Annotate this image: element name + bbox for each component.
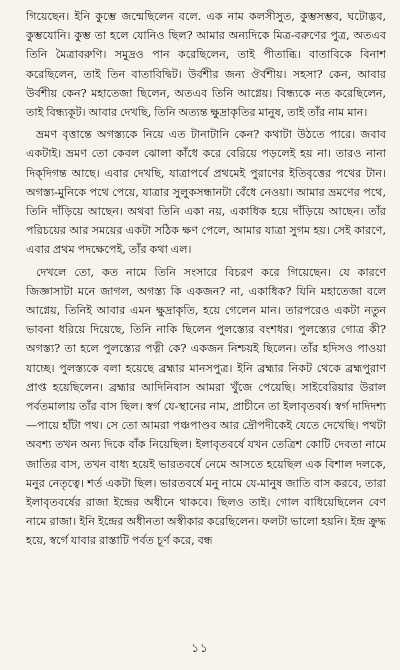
- body-text: [26, 7, 386, 551]
- paragraph-2: ভ্রমণ বৃত্তান্তে অগস্ত্যকে নিয়ে এত টানাটানি কেন? কথাটা উঠতে পারে। জবাব একটাই। ভ্রমণ তো কেবল ঝোলা কাঁধে করে বেরিয়ে পড়লেই হয় না। তারও নানা দিক্‌দিগন্ত আছে। এবার দেখছি, যাত্রাপর্বে প্রথমেই পুরাণের ইতিবৃত্তের পথের টান। অগস্ত্য-মুনিকে পথে পেয়ে, যাত্রার সুলুকসন্ধানটা বেঁধে নেওয়া। আমার ভ্রমণের পথে, তিনি দাঁড়িয়ে আছেন। অথবা তিনি একা নয়, একাধিক হয়ে দাঁড়িয়ে আছেন। তাঁর পরিচয়ের আর সময়ের একটা সঠিক ক্ষণ পেলে, আমার যাত্রা সুগম হয়। সেই কারণে, এবার প্রথম পদক্ষেপেই, তাঁর কথা এল।: [26, 128, 386, 257]
- paragraph-1: গিয়েছেন। ইনি কুম্ভে জন্মেছিলেন বলে. এক নাম কলসীসুত, কুম্ভসম্ভব, ঘটোদ্ভব, কুম্ভযোনি। কুম্ভ তা হলে যোনিও ছিল? আমার অন্যদিকে মিত্র-বরুণের পুত্র, অতএব তিনি মৈত্রাবরুণি। সমুদ্রও পান করেছিলেন, তাই পীতাব্ধি। বাতাবিকে বিনাশ করেছিলেন, তাই তিন বাতাবিদ্বিট। উর্বশীর জন্য ঔর্বশীয়। সহসা? কেন, আবার উর্বশীয় কেন? মহাতেজা ছিলেন, অতএব তিনি আগ্নেয়। বিন্ধ্যকে নত করেছিলেন, তাই বিন্ধ্যকূট। আবার দেখছি, তিনি অত্যন্ত ক্ষুদ্রাকৃতির মানুষ, তাই তাঁর নাম মান।: [26, 10, 386, 120]
- paragraph-3: দেখলে তো, কত নামে তিনি সংসারে বিচরণ করে গিয়েছেন। যে কারণে জিজ্ঞাসাটা মনে জাগল, অগস্ত্য কি একজন? না, একাধিক? যিনি মহাতেজা বলে আগ্নেয়, তিনিই আবার এমন ক্ষুদ্রাকৃতি, হয়ে গেলেন মান। তারপরেও একটা নতুন ভাবনা ধরিয়ে দিয়েছে, তিনি নাকি ছিলেন পুলস্ত্যের বংশধর। পুলস্ত্যের গোত্র কী? অগস্ত্য? তা হলে পুলস্ত্যের পত্নী কে? একজন নিশ্চয়ই ছিলেন। তাঁর হদিসও পাওয়া যাচ্ছে। পুলস্ত্যকে বলা হয়েছে ব্রহ্মার মানসপুত্র। ইনি ব্রহ্মার নিকট থেকে ব্রহ্মপুরাণ প্রাপ্ত হয়েছিলেন। ব্রহ্মার আদিনিবাস আমরা খুঁজে পেয়েছি। সাইবেরিয়ার উরাল পর্বতমালায় তাঁর বাস ছিল। স্বর্গ যে-স্থানের নাম, প্রাচীনে তা ইলাবৃতবর্ষ। স্বর্গ দাদিদশ্য—পায়ে হাঁটা পথ। সে তো আমরা পঞ্চপাণ্ডব আর দ্রৌপদীকেই যেতে দেখেছি। পথটা অবশ্য তখন অন্য দিকে বাঁক নিয়েছিল। ইলাবৃতবর্ষে যখন তেত্রিশ কোটি দেবতা নামে জাতির বাস, তখন বাধ্য হয়েই ভারতবর্ষে নেমে আসতে হয়েছিল এক বিশাল দলকে, মনুর নেতৃত্বে। শর্ত একটা ছিল। ভারতবর্ষে মনু নামে যে-মানুষ জাতি বাস করবে, তারা ইলাবৃতবর্ষের রাজা ইন্দ্রের অধীনে থাকবে। ছিলও তাই। গোল বাধিয়েছিলেন বেণ নামে রাজা। ইনি ইন্দ্রের অধীনতা অস্বীকার করেছিলেন। ফলটা ভালো হয়নি। ইন্দ্র ক্রুদ্ধ হয়ে, স্বর্গে যাবার রাস্তাটি পর্বত চূর্ণ করে, বন্ধ: [26, 265, 386, 548]
- page-number: ১১: [191, 641, 209, 655]
